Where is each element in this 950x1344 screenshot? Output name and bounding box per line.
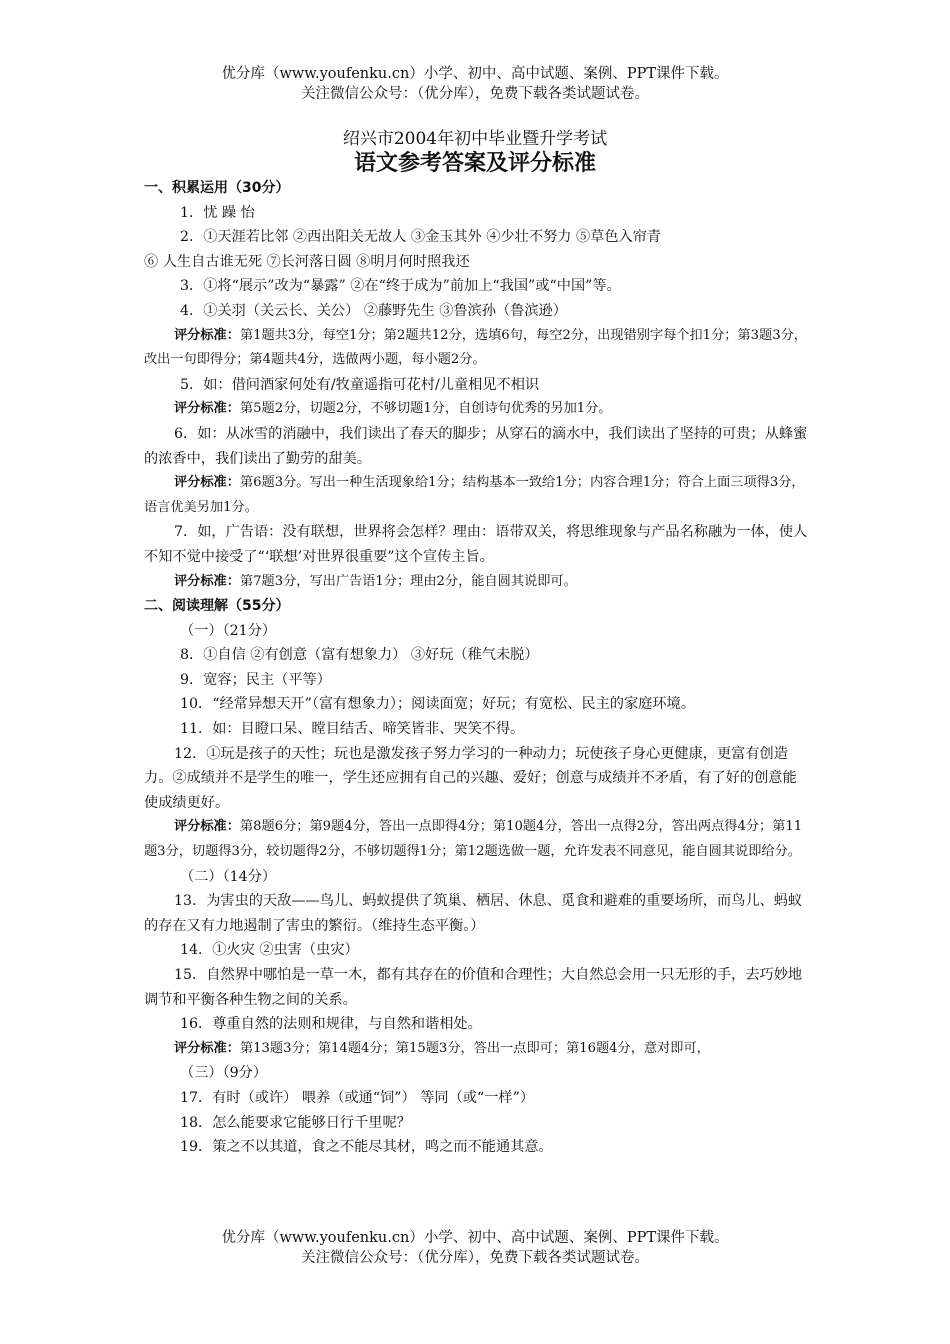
answer-q16: 16．尊重自然的法则和规律，与自然和谐相处。 <box>180 1016 482 1033</box>
section-1-heading: 一、积累运用（30分） <box>144 180 290 196</box>
scoring-block-7 <box>144 570 810 595</box>
scoring-text: 第5题2分，切题2分，不够切题1分，自创诗句优秀的另加1分。 <box>239 401 612 417</box>
answer-q1: 1．忧 躁 怡 <box>180 204 255 221</box>
answer-q10: 10．“经常异想天开”（富有想象力）；阅读面宽；好玩；有宽松、民主的家庭环境。 <box>180 696 695 713</box>
scoring-label: 评分标准： <box>174 401 240 417</box>
scoring-label: 评分标准： <box>174 327 240 343</box>
part-1-heading: （一）（21分） <box>180 622 277 639</box>
answer-q17: 17．有时（或许） 喂养（或通“饲”） 等同（或“一样”） <box>180 1089 535 1106</box>
answer-q13: 13．为害虫的天敌——鸟儿、蚂蚁提供了筑巢、栖居、休息、觅食和避难的重要场所，而鸟儿、蚂蚁的存在又有力地遏制了害虫的繁衍。（维持生态平衡。） <box>144 893 803 934</box>
answer-q14: 14．①火灾 ②虫害（虫灾） <box>180 942 359 959</box>
footer-line-2: 关注微信公众号：（优分库），免费下载各类试题试卷。 <box>301 1250 649 1266</box>
answer-q8: 8．①自信 ②有创意（富有想象力） ③好玩（稚气未脱） <box>180 647 539 664</box>
part-2-heading: （二）（14分） <box>180 868 277 885</box>
scoring-block-5 <box>144 397 810 422</box>
answer-q2-line2: ⑥ 人生自古谁无死 ⑦长河落日圆 ⑧明月何时照我还 <box>144 253 470 270</box>
scoring-block-8-12 <box>144 815 810 864</box>
answer-q12: 12．①玩是孩子的天性；玩也是激发孩子努力学习的一种动力；玩使孩子身心更健康，更富有创造力。②成绩并不是学生的唯一，学生还应拥有自己的兴趣、爱好；创意与成绩并不矛盾，有了好的创意能使成绩更好。 <box>144 745 797 811</box>
scoring-text: 第1题共3分，每空1分；第2题共12分，选填6句，每空2分，出现错别字每个扣1分；第3题3分，改出一句即得分；第4题共4分，选做两小题，每小题2分。 <box>144 327 807 368</box>
answer-content <box>144 176 810 1160</box>
scoring-label: 评分标准： <box>174 819 240 835</box>
answer-q2-line1: 2．①天涯若比邻 ②西出阳关无故人 ③金玉其外 ④少壮不努力 ⑤草色入帘青 <box>180 229 662 246</box>
answer-q6: 6．如：从冰雪的消融中，我们读出了春天的脚步；从穿石的滴水中，我们读出了坚持的可贵；从蜂蜜的浓香中，我们读出了勤劳的甜美。 <box>144 425 808 467</box>
scoring-block-1 <box>144 324 810 373</box>
answer-q15: 15．自然界中哪怕是一草一木，都有其存在的价值和合理性；大自然总会用一只无形的手，去巧妙地调节和平衡各种生物之间的关系。 <box>144 967 803 1008</box>
scoring-label: 评分标准： <box>174 1040 240 1056</box>
answer-q3: 3．①将“展示”改为“暴露” ②在“终于成为”前加上“我国”或“中国”等。 <box>180 278 621 295</box>
scoring-block-6 <box>144 471 810 520</box>
answer-q4: 4．①关羽（关云长、关公） ②藤野先生 ③鲁滨孙（鲁滨逊） <box>180 302 567 319</box>
scoring-text: 第6题3分。写出一种生活现象给1分；结构基本一致给1分；内容合理1分；符合上面三项得3分，语言优美另加1分。 <box>144 475 805 515</box>
answer-q7: 7．如，广告语：没有联想，世界将会怎样？理由：语带双关，将思维现象与产品名称融为一体，使人不知不觉中接受了“‘联想’对世界很重要”这个宣传主旨。 <box>144 524 808 565</box>
answer-q18: 18．怎么能要求它能够日行千里呢？ <box>180 1114 411 1131</box>
header-line-2: 关注微信公众号：（优分库），免费下载各类试题试卷。 <box>301 86 649 102</box>
footer-line-1: 优分库（www.youfenku.cn）小学、初中、高中试题、案例、PPT课件下载。 <box>221 1230 729 1246</box>
scoring-text: 第13题3分；第14题4分；第15题3分，答出一点即可；第16题4分，意对即可， <box>239 1040 710 1056</box>
answer-q9: 9．宽容；民主（平等） <box>180 671 331 688</box>
scoring-text: 第7题3分，写出广告语1分；理由2分，能自圆其说即可。 <box>239 573 577 589</box>
answer-q11: 11．如：目瞪口呆、瞠目结舌、啼笑皆非、哭笑不得。 <box>180 721 525 738</box>
scoring-label: 评分标准： <box>174 573 240 589</box>
header-line-1: 优分库（www.youfenku.cn）小学、初中、高中试题、案例、PPT课件下载。 <box>221 66 729 82</box>
answer-q5: 5．如：借问酒家何处有/牧童遥指可花村/儿童相见不相识 <box>180 376 540 393</box>
scoring-text: 第8题6分；第9题4分，答出一点即得4分；第10题4分，答出一点得2分，答出两点得4分；第11题3分，切题得3分，较切题得2分，不够切题得1分；第12题选做一题，允许发表不同意见，能自圆其说即给分。 <box>144 819 803 860</box>
document-title: 语文参考答案及评分标准 <box>353 151 596 176</box>
scoring-block-13-16 <box>144 1037 810 1062</box>
document-subtitle: 绍兴市2004年初中毕业暨升学考试 <box>342 129 608 149</box>
section-2-heading: 二、阅读理解（55分） <box>144 598 290 615</box>
part-3-heading: （三）（9分） <box>180 1065 268 1082</box>
answer-q19: 19．策之不以其道，食之不能尽其材，鸣之而不能通其意。 <box>180 1139 553 1156</box>
scoring-label: 评分标准： <box>174 475 240 491</box>
